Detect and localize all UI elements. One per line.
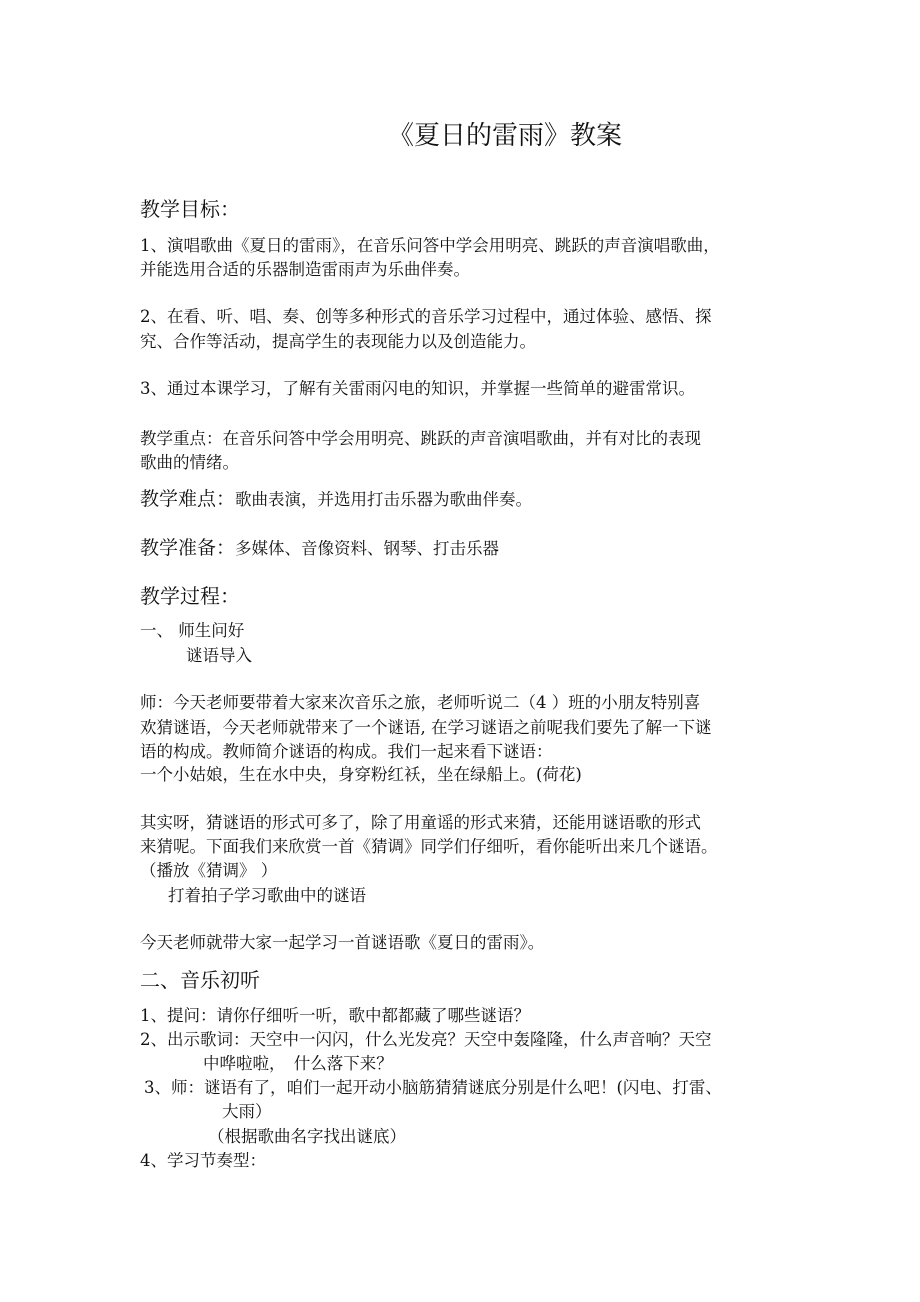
preparation-row	[140, 535, 499, 561]
paragraph-3: 今天老师就带大家一起学习一首谜语歌《夏日的雷雨》。	[140, 933, 545, 952]
key-point-line-2: 歌曲的情绪。	[140, 453, 239, 472]
paragraph-1-line-2: 欢猜谜语，今天老师就带来了一个谜语, 在学习谜语之前呢我们要先了解一下谜	[140, 718, 712, 737]
section-1-title: 一、 师生问好	[140, 621, 245, 640]
difficulty-row	[140, 486, 532, 512]
goal-2-line-2: 究、合作等活动，提高学生的表现能力以及创造能力。	[140, 332, 536, 351]
paragraph-2-line-3: （播放《猜调》 ）	[140, 861, 278, 880]
document-title: 《夏日的雷雨》教案	[387, 121, 622, 151]
section-2-title: 二、音乐初听	[140, 968, 260, 992]
item-3-line-3: （根据歌曲名字找出谜底）	[208, 1127, 406, 1146]
paragraph-2-line-4: 打着拍子学习歌曲中的谜语	[168, 886, 366, 905]
difficulty-label: 教学难点：	[140, 488, 236, 510]
goals-heading: 教学目标：	[140, 197, 240, 221]
goal-1-line-1: 1、演唱歌曲《夏日的雷雨》，在音乐问答中学会用明亮、跳跃的声音演唱歌曲，	[140, 236, 720, 255]
item-3-line-1: 3、师：谜语有了，咱们一起开动小脑筋猜猜谜底分别是什么吧！(闪电、打雷、	[144, 1078, 722, 1097]
riddle-line: 一个小姑娘，生在水中央，身穿粉红袄，坐在绿船上。(荷花)	[140, 765, 582, 784]
process-heading: 教学过程：	[140, 584, 240, 608]
item-4: 4、学习节奏型：	[140, 1151, 266, 1170]
paragraph-2-line-2: 来猜呢。下面我们来欣赏一首《猜调》同学们仔细听，看你能听出来几个谜语。	[140, 837, 718, 856]
section-1-subtitle: 谜语导入	[186, 646, 252, 665]
goal-3: 3、通过本课学习，了解有关雷雨闪电的知识，并掌握一些简单的避雷常识。	[140, 379, 695, 398]
preparation-text: 多媒体、音像资料、钢琴、打击乐器	[235, 539, 500, 558]
item-1: 1、提问：请你仔细听一听，歌中都都藏了哪些谜语？	[140, 1006, 530, 1025]
key-point-line-1: 教学重点：在音乐问答中学会用明亮、跳跃的声音演唱歌曲，并有对比的表现	[140, 429, 701, 448]
paragraph-1-line-1: 师：今天老师要带着大家来次音乐之旅，老师听说二（4 ）班的小朋友特别喜	[140, 693, 701, 712]
paragraph-1-line-3: 语的构成。教师简介谜语的构成。我们一起来看下谜语：	[140, 742, 553, 761]
item-2-line-1: 2、出示歌词：天空中一闪闪，什么光发亮？天空中轰隆隆，什么声音响？天空	[140, 1030, 712, 1049]
item-2-line-2: 中哗啦啦， 什么落下来？	[203, 1054, 393, 1073]
item-3-line-2: 大雨）	[222, 1102, 272, 1121]
paragraph-2-line-1: 其实呀，猜谜语的形式可多了，除了用童谣的形式来猜，还能用谜语歌的形式	[140, 813, 701, 832]
goal-2-line-1: 2、在看、听、唱、奏、创等多种形式的音乐学习过程中，通过体验、感悟、探	[140, 307, 712, 326]
preparation-label: 教学准备：	[140, 537, 236, 559]
goal-1-line-2: 并能选用合适的乐器制造雷雨声为乐曲伴奏。	[140, 260, 470, 279]
difficulty-text: 歌曲表演，并选用打击乐器为歌曲伴奏。	[235, 490, 533, 509]
